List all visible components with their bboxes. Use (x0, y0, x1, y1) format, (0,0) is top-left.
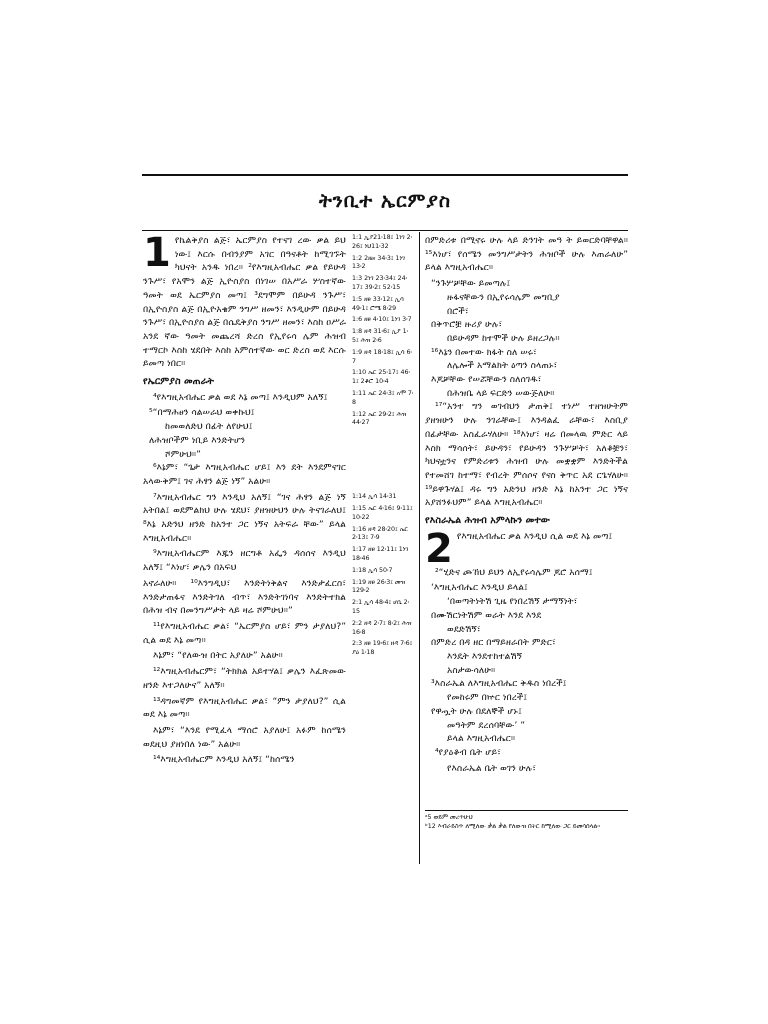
poem-line: በምድረ በዳ ዘር በማይዘራበት ምድር፣ (431, 637, 556, 649)
poem-line: ከመወለድህ በፊት ለየሁህ፤ (165, 421, 253, 433)
poem-line: መዓትም ደረሰባቸው’ ” (447, 719, 525, 731)
cross-reference: 1:14 ኢሳ 14፡31 (352, 493, 397, 501)
poem-line: በቅጥሮቿ ዙሪያ ሁሉ፣ (431, 319, 503, 331)
chapter-number-1: 1 (143, 234, 171, 276)
poem-line: የዋጧት ሁሉ በደለኞች ሆኑ፤ (431, 705, 522, 717)
poem-line: የእስራኤል ቤት ወገን ሁሉ፣ (447, 762, 536, 774)
verse-13-reply: እኔም፣ “እንደ የሚፈላ ማሰሮ አያለሁ፤ አፉም ከሰሜን ወደዚህ ያዘነበለ ነው” አልሁ። (143, 724, 346, 750)
verse-14-15-continued: በምድሪቱ በሚኖሩ ሁሉ ላይ ድንገት መዓ ት ይወርድባቸዋል። ¹⁵እነሆ፣ የሰሜን መንግሥታትን ሕዝቦች ሁሉ እጠራለሁ” ይላል እግዚአብሔር። (425, 235, 628, 274)
poem-line: ወደድሽኝ፣ (447, 623, 481, 635)
cross-reference: 1:2 2ዜና 34፡3፤ 1ነገ 13፡2 (352, 254, 405, 271)
verse-14: ¹⁴እግዚአብሔርም እንዲህ አለኝ፤ “ከሰሜን (153, 754, 295, 766)
left-text-column (143, 234, 346, 846)
poem-line: የመከሩም በኵር ነበረች፤ (447, 692, 528, 704)
poem-line: ለሌሎች አማልክት ዕጣን ስላጠኑ፣ (447, 360, 558, 372)
poem-line: ³እስራኤል ለእግዚአብሔር ቅዱስ ነበረች፤ (431, 678, 567, 690)
poem-line: ይላል እግዚአብሔር። (447, 733, 516, 745)
poem-line: ⁵“በማሕፀን ሳልሠራህ ወቀኩህ፤ (149, 407, 255, 419)
poem-line: በሮች፣ (447, 305, 469, 317)
poem-line: ሾምሁህ።” (165, 448, 201, 460)
cross-reference: 1:8 ዘዳ 31፡6፤ ኢያ 1፡5፤ ሕዝ 2፡6 (352, 328, 409, 344)
poem-line: ‘በወጣትነትሽ ጊዜ የነበረሽኝ ታማኝነት፣ (447, 596, 578, 608)
cross-reference: 1:10 ኤር 25፡17፤ 46፡1፤ 2ቆሮ 10፡4 (352, 369, 410, 386)
cross-reference: 1:6 ዘፀ 4፡10፤ 1ነገ 3፡7 (352, 316, 412, 324)
poem-line: አስታውሳለሁ። (447, 664, 496, 676)
cross-reference: 1:15 ኤር 4፡16፤ 9፡11፤ 10፡22 (352, 504, 413, 521)
cross-reference: 1:17 ዘፀ 12፡11፤ 1ነገ 18፡46 (352, 546, 409, 562)
cross-reference: 2:1 ኢሳ 48፡4፤ ሆሴ 2፡15 (352, 599, 410, 615)
poem-line: በሙሽርነትሽም ወራት እንደ እንደ (431, 609, 542, 621)
cross-reference: 1:16 ዘዳ 28፡20፤ ኤር 2፡13፤ 7፡9 (352, 525, 408, 542)
cross-reference: 1:3 2ነገ 23፡34፤ 24፡17፤ 39፡2፤ 52፡15 (352, 275, 408, 291)
cross-reference: 1:12 ኤር 29፡2፤ ሕዝ 44፡27 (352, 410, 407, 427)
poem-line: እንዴት እንደተከተልሽኝ (447, 650, 523, 662)
cross-reference: 2:2 ዘዳ 2፡7፤ 8፡2፤ ሕዝ 16፡8 (352, 619, 412, 636)
chapter-2-verse-2: ²“ሂድና ጮኸህ ይህን ለኢየሩሳሌም ጆሮ አሰማ፤ (435, 566, 593, 578)
column-divider (419, 232, 420, 864)
right-text-column (425, 234, 628, 846)
verse-7-8: ⁷እግዚአብሔር ግን እንዲህ አለኝ፤ “ገና ሕፃን ልጅ ነኝ አትበል፤ ወደምልክህ ሁሉ ሄደህ፣ ያዘዝሁህን ሁሉ ትናገራለህ፤ ⁸እኔ አድንህ ዘንድ ከአንተ ጋር ነኝና አትፍራ ቸው” ይላል እግዚአብሔር። (143, 491, 346, 544)
cross-reference: 1:5 ዘፀ 33፡12፤ ኢሳ 49፡1፤ ሮሜ 8፡29 (352, 295, 404, 312)
cross-reference-spacer (352, 431, 414, 493)
cross-reference: 1:11 ኤር 24፡3፤ አሞ 7፡8 (352, 389, 414, 406)
chapter-2-verse-4: ⁴የያዕቆብ ቤት ሆይ፣ (435, 746, 501, 758)
cross-reference: 1:19 ዘፀ 26፡3፤ መዝ 129፡2 (352, 578, 406, 595)
poem-line: ¹⁶እኔን በመተው ክፋት ስለ ሠሩ፣ (431, 346, 537, 358)
verse-4: ⁴የእግዚአብሔር ቃል ወደ እኔ መጣ፤ እንዲህም አለኝ፤ (153, 391, 328, 403)
verse-11-reply: እኔም፣ “የለውዝ በትር አያለሁ” አልሁ። (153, 650, 283, 662)
poem-line: ዙፋናቸውን በኢየሩሳሌም መግቢያ (447, 291, 560, 303)
poem-line: ‘እግዚአብሔር እንዲህ ይላል፤ (431, 582, 528, 594)
cross-reference: 1:9 ዘዳ 18፡18፤ ኢሳ 6፡7 (352, 348, 412, 365)
poem-line: በሕዝቤ ላይ ፍርድን ሠውጅለሁ። (447, 387, 555, 399)
verse-12: ¹²እግዚአብሔርም፣ “ትክክል አይተሃል፤ ቃሌን እፈጽመው ዘንድ እተጋለሁና” አለኝ። (143, 666, 346, 691)
top-rule (142, 174, 628, 176)
poem-line: “ንጉሦቻቸው ይመጣሉ፤ (431, 278, 511, 290)
verse-10: አኖራለሁ። ¹⁰እንግዲህ፣ እንድትነቅልና እንድታፈርስ፣ እንድታጠፋና እንድትገለ ብጥ፣ እንድትገነባና እንድትተክል በሕዝ ብና በመንግሥታት ላይ ዛሬ ሾምሁህ።” (143, 577, 346, 617)
verse-11: ¹¹የእግዚአብሔር ቃል፣ “ኤርምያስ ሆይ፣ ምን ታያለህ?” ሲል ወደ እኔ መጣ። (143, 620, 346, 646)
chapter-1-intro-paragraph (143, 234, 346, 371)
chapter-2-verse-1: የእግዚአብሔር ቃል እንዲህ ሲል ወደ እኔ መጣ፤ (456, 530, 613, 542)
footnote: ᵇ12 እብራይስጥ ለሚለው ቃል ቃል የለውዝ በትር ከሚለው ጋር ይመሳሰላል። (425, 822, 601, 830)
chapter-number-2: 2 (425, 525, 453, 572)
cross-reference: 1:18 ኢሳ 50፡7 (352, 566, 393, 574)
section-heading-israel-forsakes-god: የእስራኤል ሕዝብ አምላኩን መተው (425, 515, 551, 527)
poem-line: ለሕዝቦችም ነቢይ እንድትሆን (149, 434, 246, 446)
column-top-rule (142, 230, 628, 231)
verse-9: ⁹እግዚአብሔርም እጁን ዘርግቶ አፌን ዳሰሰና እንዲህ አለኝ፤ “እነሆ፣ ቃሌን በአፍህ (143, 548, 346, 574)
cross-reference: 1:1 ኢያ21፡18፤ 1ነገ 2፡26፤ ነህ11፡32 (352, 234, 413, 250)
poem-line: እጆቻቸው የሠሯቸውን ስለሰገዱ፣ (431, 374, 542, 386)
section-heading-call-of-jeremiah: የኤርምያስ መጠራት (143, 376, 214, 388)
footnote: ᵃ5 ወይም መረጥሁህ (425, 814, 473, 821)
page-title: ትንቢተ ኤርምያስ (318, 190, 452, 212)
verse-17-19: ¹⁷“አንተ ግን ወገብህን ታጠቅ፤ ተነሥ ተዘዝሁትም ያዘዝሁን ሁሉ ንገራቸው፤ እንዳልፈ ራቸው፣ እስቢያ በፊታቸው አስፈራሃለሁ። ¹⁸እነሆ፣ ዛሬ በመላዉ ምድር ላይ እስክ ማሳሰት፣ ይሁዳን፣ የይሁዳን ንጉሦቻት፣ አለቆቿን፣ ካህናቷንና የምድሪቱን ሕዝብ ሁሉ መቋቋም እንድትችል የተመሸገ ከተማ፣ የብረት ምሰሶና የናስ ቅጥር አደ ርጌሃለሁ። ¹⁹ይዋጉሃል፤ ዳሩ ግን አድንህ ዘንድ እኔ ከአንተ ጋር ነኝና አያሸንፉህም” ይላል እግዚአብሔር። (425, 401, 628, 509)
verse-13: ¹³ዳግመኛም የእግዚአብሔር ቃል፣ “ምን ታያለህ?” ሲል ወደ እኔ መጣ። (143, 695, 346, 721)
poem-line: በይሁዳም ከተሞች ሁሉ ይዘረጋሉ። (447, 332, 560, 344)
verse-6: ⁶እኔም፣ “ጌታ እግዚአብሔር ሆይ፤ እን ደት እንደምናገር አላውቅም፤ ገና ሕፃን ልጅ ነኝ” አልሁ። (143, 462, 346, 487)
verse-1-3-text: የኬልቅያስ ልጅ፣ ኤርምያስ የተናገ ረው ቃል ይህ ነው፤ እርሱ በብንያም አገር በዓናቶት ከሚገኙት ካህናት አንዱ ነበረ። ²የእግዚአብሔር ቃል የይሁዳ ንጉሥ፣ የአሞን ልጅ ኢዮስያስ በነገሠ በአሥራ ሦስተኛው ዓመት ወደ ኤርምያስ መጣ፤ ³ደግሞም በይሁዳ ንጉሥ፣ በኢዮስያስ ልጅ በኢዮአቄም ንግሥ ዘመን፣ እንዲሁም በይሁዳ ንጉሥ፣ በኢዮስያስ ልጅ በሴዴቅያስ ንግሥ ዘመን፣ እስከ ዐሥራ አንደ ኛው ዓመት መጨረሻ ድረስ የኢየሩሳ ሌም ሕዝብ ተማርኮ እስከ ሄደበት እስከ አምስተኛው ወር ድረስ ወደ እርሱ ይመጣ ነበር። (143, 235, 346, 370)
footnotes (425, 810, 628, 831)
cross-reference: 2:3 ዘፀ 19፡6፤ ዘዳ 7፡6፤ ያዕ 1፡18 (352, 640, 413, 657)
cross-reference-column (352, 234, 414, 846)
